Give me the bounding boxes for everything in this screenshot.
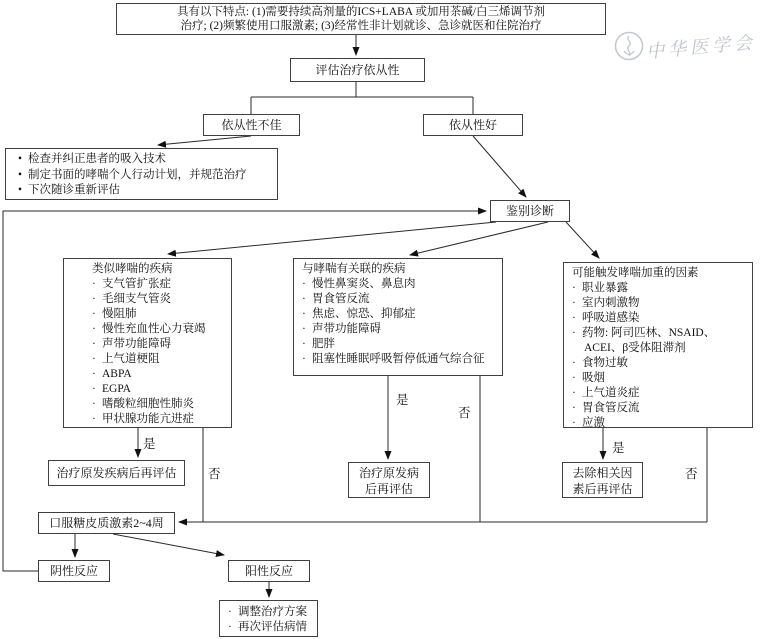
list-item: · 呼吸道感染 xyxy=(572,312,640,324)
list-item: · 毛细支气管炎 xyxy=(92,293,171,305)
bullet-icon: • xyxy=(18,153,23,165)
bullet-icon: · xyxy=(572,312,576,324)
node-label: 治疗原发疾病后再评估 xyxy=(56,465,177,480)
node-label: 评估治疗依从性 xyxy=(315,62,400,77)
bullet-icon: · xyxy=(302,293,306,305)
list-item: · 声带功能障碍 xyxy=(92,338,171,350)
bullet-icon: · xyxy=(228,606,232,618)
bullet-icon: · xyxy=(302,338,306,350)
bullet-icon: · xyxy=(572,402,576,414)
bullet-icon: • xyxy=(18,168,23,181)
list-item: · 药物: 阿司匹林、NSAID、ACEI、β受体阻滞剂 xyxy=(572,327,716,354)
list-item: · 上气道梗阻 xyxy=(92,353,160,365)
node-differential-diagnosis xyxy=(490,200,570,222)
node-adjust-treatment xyxy=(219,600,318,637)
list-item: · 胃食管反流 xyxy=(302,293,370,305)
node-label: 阳性反应 xyxy=(244,563,293,578)
top-note-line2: 治疗; (2)频繁使用口服激素; (3)经常性非计划就诊、急诊就医和住院治疗 xyxy=(180,20,542,32)
node-good-adherence xyxy=(423,114,523,136)
bullet-icon: • xyxy=(18,184,23,196)
bullet-icon: · xyxy=(572,357,576,369)
bullet-icon: · xyxy=(572,372,576,384)
bullet-icon: · xyxy=(302,323,306,335)
list-item: · 焦虑、惊恐、抑郁症 xyxy=(302,308,416,320)
list-item: · 应激 xyxy=(572,417,605,429)
node-remove-factors-reassess: 去除相关因 素后再评估 xyxy=(562,462,643,498)
list-item: · 再次评估病情 xyxy=(228,621,307,633)
list-item: · 室内刺激物 xyxy=(572,297,640,309)
node-negative-response xyxy=(38,560,110,582)
node-trigger-factors xyxy=(563,262,753,428)
list-item: · 支气管扩张症 xyxy=(92,278,171,290)
list-item: · EGPA xyxy=(92,383,131,395)
list-item: · 嗜酸粒细胞性肺炎 xyxy=(92,398,194,410)
edge-label-yes: 是 xyxy=(396,393,409,407)
list-item: · 上气道炎症 xyxy=(572,387,640,399)
list-item: · 食物过敏 xyxy=(572,357,628,369)
node-top-note xyxy=(116,3,606,35)
list-item: · 声带功能障碍 xyxy=(302,323,381,335)
node-positive-response xyxy=(228,560,310,582)
bullet-icon: · xyxy=(92,323,96,335)
list-item: · ABPA xyxy=(92,368,132,380)
node-treat-primary-disease xyxy=(48,460,185,486)
list-item: • 制定书面的哮喘个人行动计划，并规范治疗 xyxy=(18,168,273,184)
list-item: · 吸烟 xyxy=(572,372,605,384)
node-label: 鉴别诊断 xyxy=(505,203,554,218)
bullet-icon: · xyxy=(302,308,306,320)
list-item: · 慢性充血性心力衰竭 xyxy=(92,323,206,335)
bullet-icon: · xyxy=(302,353,306,365)
bullet-icon: · xyxy=(572,327,576,339)
top-note-line1: 具有以下特点: (1)需要持续高剂量的ICS+LABA 或加用茶碱/白三烯调节剂 xyxy=(176,5,546,18)
edge-label-no: 否 xyxy=(458,406,471,420)
watermark-text: 中华医学会 xyxy=(645,32,757,62)
list-item: · 阻塞性睡眠呼吸暂停低通气综合征 xyxy=(302,353,485,365)
list-title: 类似哮喘的疾病 xyxy=(92,263,173,275)
node-label: 依从性不佳 xyxy=(221,117,282,132)
list-item: • 下次随诊重新评估 xyxy=(18,183,273,199)
node-asthma-comorbidities xyxy=(293,258,503,376)
list-item: · 胃食管反流 xyxy=(572,402,640,414)
edge-label-yes: 是 xyxy=(612,441,625,455)
list-item: · 慢阻肺 xyxy=(92,308,137,320)
list-item: · 肥胖 xyxy=(302,338,335,350)
edge-label-yes: 是 xyxy=(143,437,156,451)
list-item: · 职业暴露 xyxy=(572,282,628,294)
bullet-icon: · xyxy=(92,368,96,380)
node-assess-adherence xyxy=(290,58,425,82)
edge-label-no: 否 xyxy=(685,467,698,481)
node-asthma-mimics xyxy=(63,258,232,428)
bullet-icon: · xyxy=(92,293,96,305)
node-treat-primary-reassess: 治疗原发病 后再评估 xyxy=(348,462,430,498)
node-oral-corticosteroids xyxy=(38,512,175,534)
bullet-icon: · xyxy=(92,338,96,350)
list-title: 可能触发哮喘加重的因素 xyxy=(572,267,699,279)
list-item: · 慢性鼻窦炎、鼻息肉 xyxy=(302,278,416,290)
list-item: • 检查并纠正患者的吸入技术 xyxy=(18,152,273,168)
list-item: · 甲状腺功能亢进症 xyxy=(92,413,194,425)
list-title: 与哮喘有关联的疾病 xyxy=(302,263,406,275)
seal-icon xyxy=(612,29,646,63)
bullet-icon: · xyxy=(228,621,232,633)
bullet-icon: · xyxy=(92,353,96,365)
bullet-icon: · xyxy=(92,278,96,290)
node-label: 依从性好 xyxy=(448,117,497,132)
watermark-logo xyxy=(612,24,760,68)
node-corrective-actions xyxy=(5,148,278,200)
bullet-icon: · xyxy=(572,282,576,294)
bullet-icon: · xyxy=(572,297,576,309)
bullet-icon: · xyxy=(572,387,576,399)
bullet-icon: · xyxy=(302,278,306,290)
node-label: 阴性反应 xyxy=(49,563,98,578)
bullet-icon: · xyxy=(572,417,576,429)
list-item: · 调整治疗方案 xyxy=(228,606,307,618)
bullet-icon: · xyxy=(92,308,96,320)
edge-label-no: 否 xyxy=(208,467,221,481)
bullet-icon: · xyxy=(92,413,96,425)
node-label: 口服糖皮质激素2~4周 xyxy=(49,515,164,530)
node-poor-adherence xyxy=(203,114,300,136)
bullet-icon: · xyxy=(92,383,96,395)
bullet-icon: · xyxy=(92,398,96,410)
